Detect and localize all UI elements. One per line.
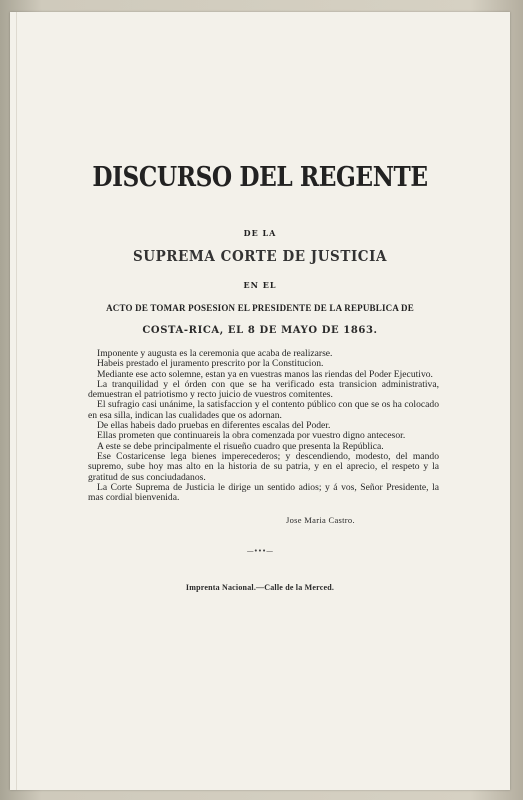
paragraph: La Corte Suprema de Justicia le dirige un sentido adios; y á vos, Señor Presidente, la mas cordial bienvenida. [88, 481, 439, 504]
act-line: ACTO DE TOMAR POSESION EL PRESIDENTE DE LA REPUBLICA DE [106, 303, 414, 313]
paragraph: De ellas habeis dado pruebas en diferentes escalas del Poder. [97, 420, 331, 432]
court-name: SUPREMA CORTE DE JUSTICIA [132, 248, 388, 265]
paragraph: Ese Costaricense lega bienes imperecederos; y descendiendo, modesto, del mando supremo, sube hoy mas alto en la historia de su patria, y en el aprecio, el respeto y la gratitud de sus conciudadanos. [88, 450, 439, 483]
paragraph: Habeis prestado el juramento prescrito por la Constitucion. [97, 358, 324, 370]
imprint-line: Imprenta Nacional.—Calle de la Merced. [185, 583, 335, 592]
signature: Jose Maria Castro. [286, 515, 355, 525]
document-page [10, 12, 510, 790]
paragraph: Ellas prometen que continuareis la obra comenzada por vuestro digno antecesor. [97, 430, 406, 442]
paragraph: El sufragio casi unánime, la satisfaccion y el contento público con que se os ha colocado en esa silla, indican las cualidades que os adornan. [88, 399, 439, 421]
speech-body [88, 349, 439, 503]
date-line: COSTA-RICA, EL 8 DE MAYO DE 1863. [142, 325, 378, 336]
paragraph: A este se debe principalmente el risueño cuadro que presenta la República. [97, 440, 384, 452]
ornament-divider: —•••— [246, 547, 274, 555]
paragraph: Imponente y augusta es la ceremonia que acaba de realizarse. [97, 348, 333, 359]
document-title: DISCURSO DEL REGENTE [92, 162, 428, 193]
paragraph: La tranquilidad y el órden con que se ha verificado esta transicion administrativa, demuestran el patriotismo y recto juicio de vuestros comitentes. [88, 378, 439, 401]
title-connector-en-el: EN EL [243, 280, 277, 290]
paragraph: Mediante ese acto solemne, estan ya en vuestras manos las riendas del Poder Ejecutivo. [97, 368, 433, 380]
title-connector-de-la: DE LA [243, 228, 277, 238]
